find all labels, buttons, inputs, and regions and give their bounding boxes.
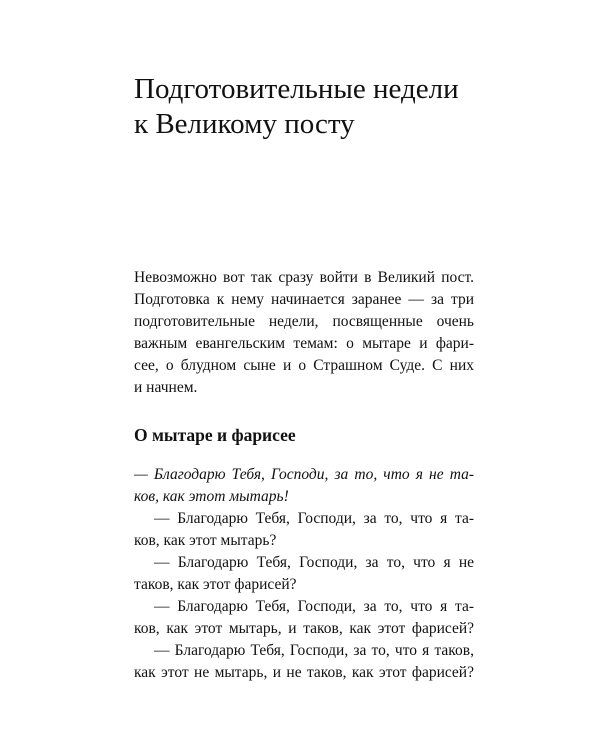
dialogue-line: — Благодарю Тебя, Господи, за то, что я таков, [154,642,474,659]
chapter-title-line: к Великому посту [134,108,355,140]
intro-line: подготовительные недели, посвященные очень [134,313,474,330]
chapter-title-line: Подготовительные недели [134,73,459,105]
dialogue-line: — Благодарю Тебя, Господи, за то, что я та- [154,598,474,615]
dialogue-line: — Благодарю Тебя, Господи, за то, что я не [154,554,474,571]
dialogue-line: как этот не мытарь, и не таков, как этот фарисей? [134,664,474,681]
dialogue-line: ков, как этот мытарь, и таков, как этот фарисей? [134,620,474,637]
dialogue-line: — Благодарю Тебя, Господи, за то, что я та- [154,510,474,527]
intro-line: и начнем. [134,379,198,396]
section-heading: О мытаре и фарисее [134,425,296,445]
intro-line: Подготовка к нему начинается заранее — за три [134,291,474,308]
dialogue-block [134,464,474,684]
dialogue-line: ков, как этот мытарь? [134,532,277,549]
intro-line: сее, о блудном сыне и о Страшном Суде. С них [134,357,474,374]
dialogue-line: таков, как этот фарисей? [134,576,297,593]
intro-line: важным евангельским темам: о мытаре и фари- [134,335,474,352]
intro-line: Невозможно вот так сразу войти в Великий пост. [134,269,474,286]
dialogue-line: ков, как этот мытарь! [134,488,289,505]
intro-paragraph [134,267,474,399]
chapter-title [134,72,534,142]
dialogue-line: — Благодарю Тебя, Господи, за то, что я не та- [134,466,474,483]
